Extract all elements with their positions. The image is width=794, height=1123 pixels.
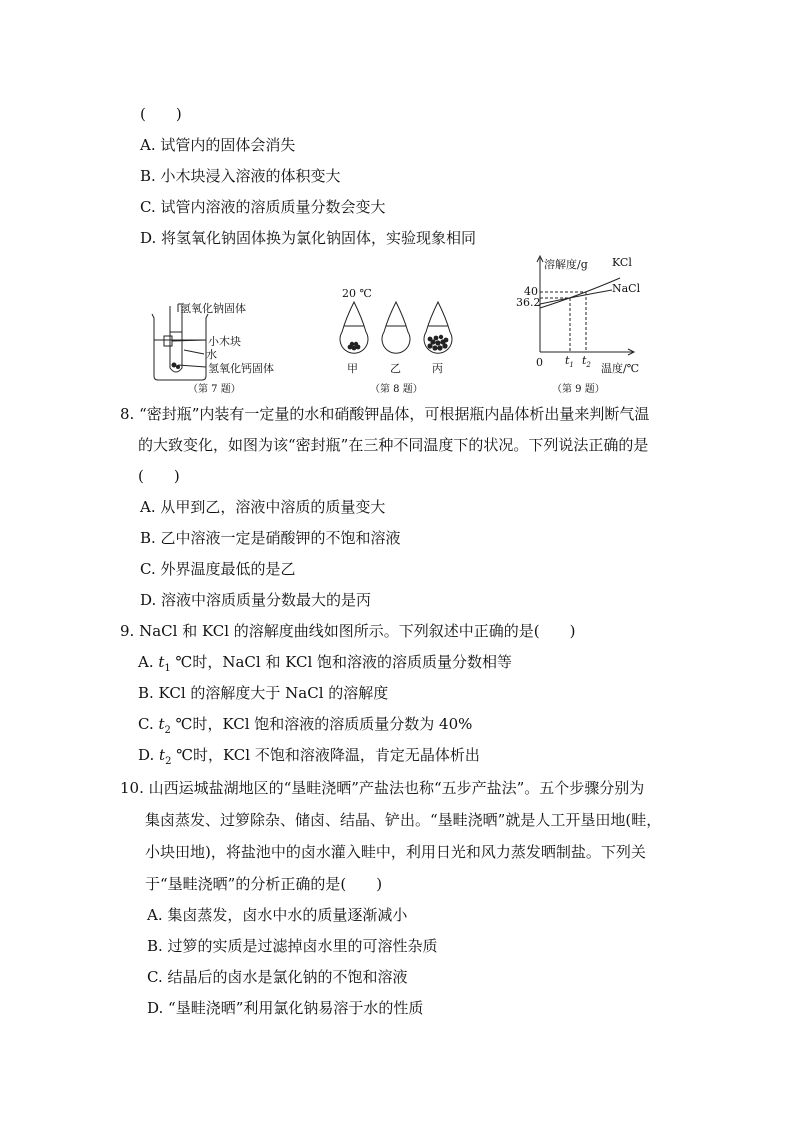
q8-stem-line3: ( ) xyxy=(138,467,180,485)
q10-option-d: D. “垦畦浇晒”利用氯化钠易溶于水的性质 xyxy=(147,999,424,1017)
fig9-tick-t1: $t_1$ xyxy=(565,354,574,370)
q9-option-d: D. $t_2$ ℃时，KCl 不饱和溶液降温，肯定无晶体析出 xyxy=(138,746,480,767)
q8-stem-line2: 的大致变化，如图为该“密封瓶”在三种不同温度下的状况。下列说法正确的是 xyxy=(138,436,649,454)
q8-option-d: D. 溶液中溶质质量分数最大的是丙 xyxy=(140,591,372,609)
q9-stem: 9. NaCl 和 KCl 的溶解度曲线如图所示。下列叙述中正确的是( ) xyxy=(120,622,576,640)
q8-stem-line1: 8. “密封瓶”内装有一定量的水和硝酸钾晶体，可根据瓶内晶体析出量来判断气温 xyxy=(120,405,650,423)
q7-option-d: D. 将氢氧化钠固体换为氯化钠固体，实验现象相同 xyxy=(140,229,477,247)
fig8-caption: （第 8 题） xyxy=(370,384,423,395)
fig8-temperature: 20 ℃ xyxy=(342,287,372,300)
kcl-curve xyxy=(540,278,620,308)
fig8-label-jia: 甲 xyxy=(347,362,358,375)
fig9-xlabel: 温度/℃ xyxy=(601,362,640,375)
fig7-label-caoh: 氢氧化钙固体 xyxy=(208,362,274,375)
q10-stem-line1: 10. 山西运城盐湖地区的“垦畦浇晒”产盐法也称“五步产盐法”。五个步骤分别为 xyxy=(120,779,645,797)
fig7-caption: （第 7 题） xyxy=(188,384,241,395)
q7-option-a: A. 试管内的固体会消失 xyxy=(140,136,296,154)
q7-option-c: C. 试管内溶液的溶质质量分数会变大 xyxy=(140,198,386,216)
fig7-label-wood: 小木块 xyxy=(208,335,241,348)
q9-option-b: B. KCl 的溶解度大于 NaCl 的溶解度 xyxy=(138,684,389,702)
q8-option-a: A. 从甲到乙，溶液中溶质的质量变大 xyxy=(140,498,386,516)
fig9-tick-t2: $t_2$ xyxy=(582,354,591,370)
q10-option-a: A. 集卤蒸发，卤水中水的质量逐渐减小 xyxy=(147,906,408,924)
fig7-label-naoh: 氢氧化钠固体 xyxy=(180,302,246,315)
fig8-label-yi: 乙 xyxy=(390,362,401,375)
figure-8-bottles xyxy=(326,298,466,362)
fig9-tick-40: 40 xyxy=(524,285,538,298)
fig9-origin: 0 xyxy=(536,356,543,369)
q10-option-c: C. 结晶后的卤水是氯化钠的不饱和溶液 xyxy=(147,968,408,986)
q10-stem-line3: 小块田地)，将盐池中的卤水灌入畦中，利用日光和风力蒸发晒制盐。下列关 xyxy=(145,843,646,861)
q10-stem-line4: 于“垦畦浇晒”的分析正确的是( ) xyxy=(145,875,383,893)
fig9-series-nacl: NaCl xyxy=(612,282,641,295)
fig8-label-bing: 丙 xyxy=(432,362,443,375)
q8-option-b: B. 乙中溶液一定是硝酸钾的不饱和溶液 xyxy=(140,529,401,547)
fig7-label-water: 水 xyxy=(206,348,217,361)
q10-option-b: B. 过箩的实质是过滤掉卤水里的可溶性杂质 xyxy=(147,937,438,955)
q7-option-b: B. 小木块浸入溶液的体积变大 xyxy=(140,167,341,185)
fig9-caption: （第 9 题） xyxy=(552,384,605,395)
q10-stem-line2: 集卤蒸发、过箩除杂、储卤、结晶、铲出。“垦畦浇晒”就是人工开垦田地(畦， xyxy=(145,811,662,829)
q9-option-c: C. $t_2$ ℃时，KCl 饱和溶液的溶质质量分数为 40% xyxy=(138,715,473,736)
fig9-tick-36-2: 36.2 xyxy=(516,296,541,309)
q9-option-a: A. $t_1$ ℃时，NaCl 和 KCl 饱和溶液的溶质质量分数相等 xyxy=(138,653,513,674)
q7-stem-tail: ( ) xyxy=(140,105,182,123)
fig9-series-kcl: KCl xyxy=(612,256,632,269)
q8-option-c: C. 外界温度最低的是乙 xyxy=(140,560,296,578)
fig9-ylabel: 溶解度/g xyxy=(544,258,588,271)
